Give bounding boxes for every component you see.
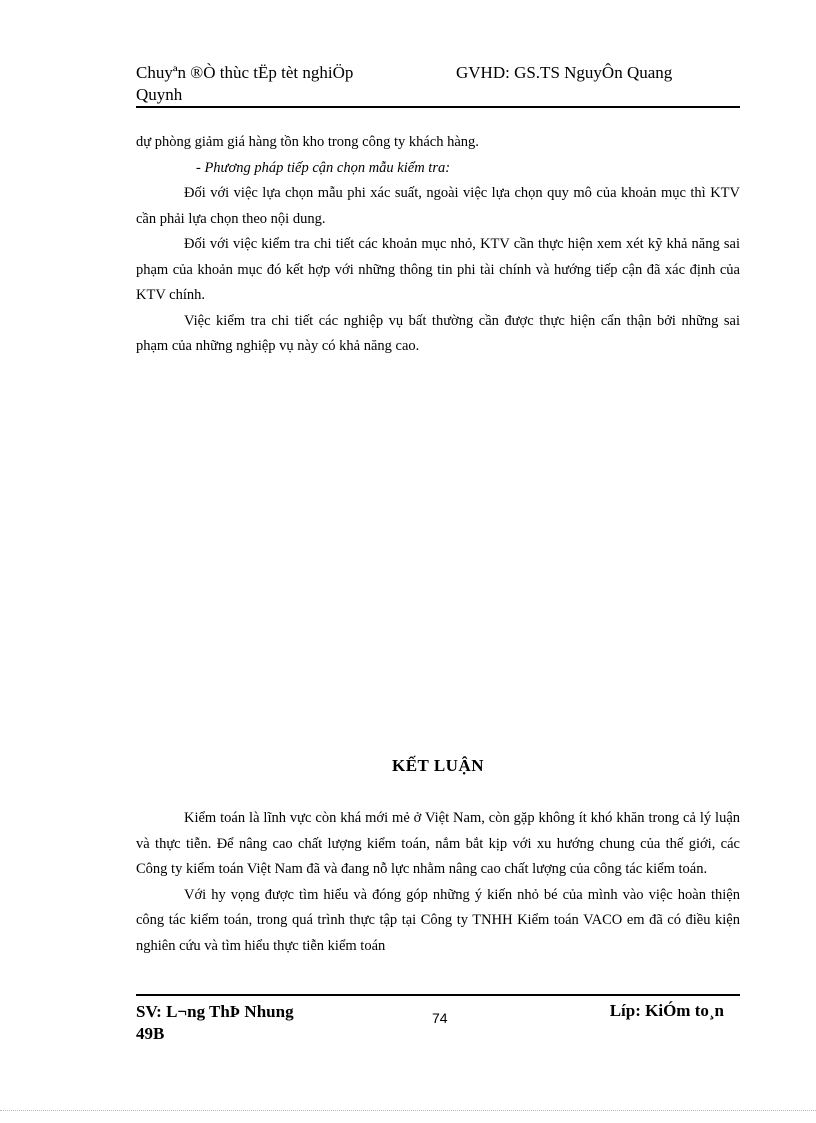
paragraph-3: Đối với việc kiểm tra chi tiết các khoản mục nhỏ, KTV cần thực hiện xem xét kỹ khả năng sai phạm của khoản mục đó kết hợp với những thông tin phi tài chính và hướng tiếp cận đã xác định của KTV chính. xyxy=(136,236,740,303)
header-left-line1: Chuyªn ®Ò thùc tËp tèt nghiÖp xyxy=(136,63,354,82)
paragraph-4: Việc kiểm tra chi tiết các nghiệp vụ bất thường cần được thực hiện cẩn thận bởi những sai phạm của những nghiệp vụ này có khả năng cao. xyxy=(136,312,740,354)
page-footer xyxy=(136,994,740,1046)
header-left xyxy=(136,62,353,106)
footer-class-code: 49B xyxy=(136,1024,165,1043)
header-left-line2: Quynh xyxy=(136,85,183,104)
page-number: 74 xyxy=(432,1010,448,1026)
page-header xyxy=(136,60,740,108)
section1 xyxy=(136,130,740,360)
conclusion-body xyxy=(136,806,740,959)
footer-right: Líp: KiÓm to¸n xyxy=(609,1001,724,1020)
conclusion-paragraph-1: Kiểm toán là lĩnh vực còn khá mới mẻ ở Việt Nam, còn gặp không ít khó khăn trong cả lý luận và thực tiễn. Để nâng cao chất lượng kiểm toán, nắm bắt kịp với xu hướng chung của thế giới, các Công ty kiểm toán Việt Nam đã và đang nỗ lực nhằm nâng cao chất lượng của công tác kiểm toán. xyxy=(136,810,740,877)
paragraph-1: dự phòng giảm giá hàng tồn kho trong công ty khách hàng. xyxy=(136,134,479,150)
conclusion-title: KẾT LUẬN xyxy=(391,756,484,775)
header-right: GVHD: GS.TS NguyÔn Quang xyxy=(456,63,673,82)
footer-left xyxy=(136,1001,294,1045)
paragraph-subheading: - Phương pháp tiếp cận chọn mẫu kiểm tra: xyxy=(196,159,451,176)
conclusion-paragraph-2: Với hy vọng được tìm hiểu và đóng góp những ý kiến nhỏ bé của mình vào việc hoàn thiện công tác kiểm toán, trong quá trình thực tập tại Công ty TNHH Kiểm toán VACO em đã có điều kiện nghiên cứu và tìm hiểu thực tiễn kiểm toán xyxy=(136,886,740,954)
page-edge-divider xyxy=(0,1110,816,1111)
paragraph-2: Đối với việc lựa chọn mẫu phi xác suất, ngoài việc lựa chọn quy mô của khoản mục thì KTV cần phải lựa chọn theo nội dung. xyxy=(136,185,740,227)
footer-student: SV: L¬ng ThÞ Nhung xyxy=(136,1002,294,1021)
